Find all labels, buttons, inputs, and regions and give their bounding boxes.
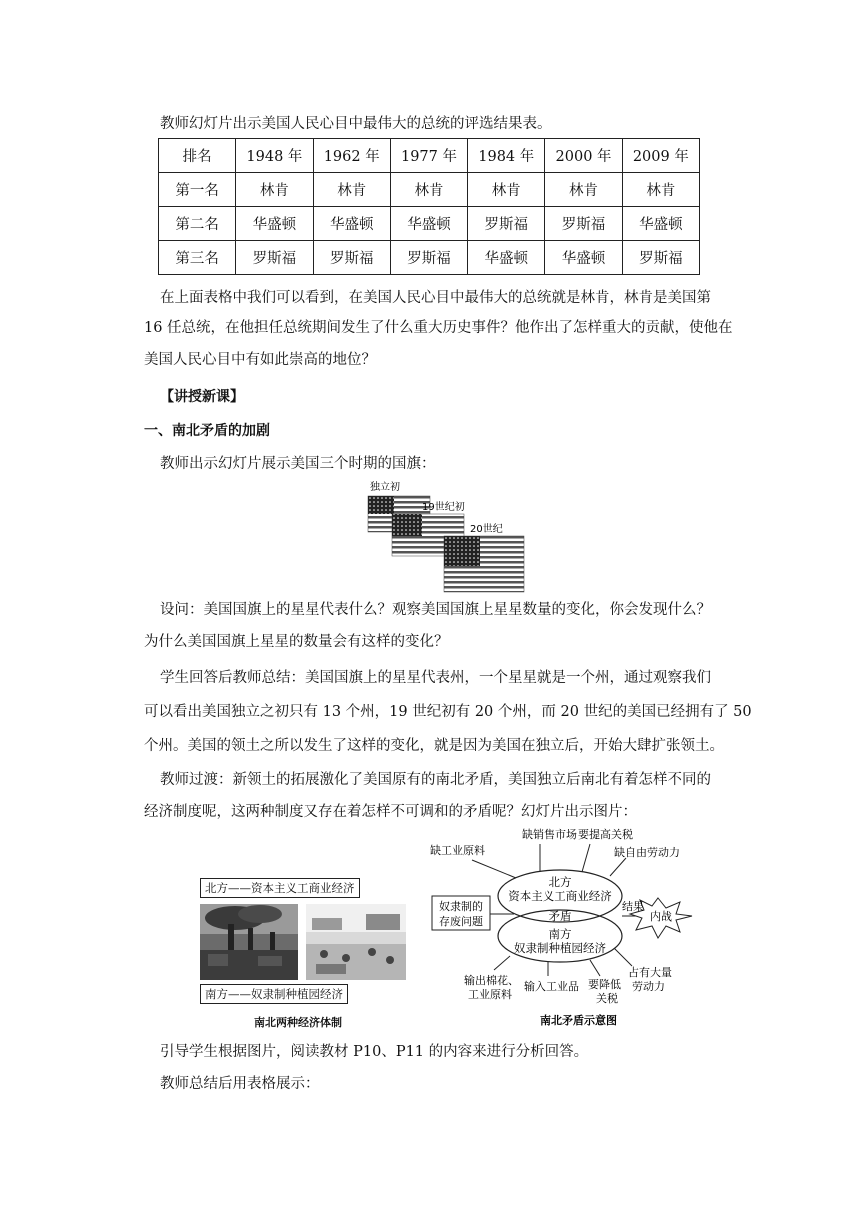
flag-label: 19世纪初	[422, 502, 465, 513]
south-need: 输入工业品	[524, 980, 579, 993]
table-header-cell: 2000 年	[545, 139, 622, 173]
south-need: 关税	[596, 992, 618, 1005]
table-cell: 林肯	[545, 173, 622, 207]
flag-label: 独立初	[370, 482, 400, 493]
economic-systems-figure	[198, 878, 410, 1028]
north-need: 缺销售市场	[522, 828, 577, 841]
intro-text: 教师幻灯片出示美国人民心目中最伟大的总统的评选结果表。	[160, 116, 552, 132]
us-flags-figure	[360, 476, 530, 596]
north-economy-label: 北方——资本主义工商业经济	[200, 878, 360, 898]
paragraph-line: 在上面表格中我们可以看到，在美国人民心目中最伟大的总统就是林肯，林肯是美国第	[160, 290, 711, 306]
table-header-cell: 1977 年	[390, 139, 467, 173]
table-row	[159, 173, 700, 207]
north-title: 北方	[548, 875, 572, 889]
flag-intro-text: 教师出示幻灯片展示美国三个时期的国旗：	[160, 456, 436, 472]
table-cell: 华盛顿	[468, 241, 545, 275]
flag-label: 20世纪	[470, 524, 503, 535]
table-row	[159, 207, 700, 241]
war-label: 内战	[650, 910, 672, 923]
table-cell: 林肯	[468, 173, 545, 207]
table-cell: 林肯	[236, 173, 313, 207]
table-cell: 罗斯福	[313, 241, 390, 275]
result-label: 结果	[622, 900, 644, 913]
conflict-label: 矛盾	[548, 909, 572, 923]
figure-caption: 南北两种经济体制	[254, 1016, 342, 1029]
paragraph-line: 设问：美国国旗上的星星代表什么？观察美国国旗上星星数量的变化，你会发现什么？	[160, 602, 711, 618]
table-row	[159, 241, 700, 275]
south-need: 工业原料	[468, 988, 512, 1001]
north-need: 要提高关税	[578, 828, 633, 841]
south-need: 输出棉花、	[464, 974, 519, 987]
figure-caption: 南北矛盾示意图	[540, 1014, 617, 1027]
south-title: 南方	[548, 927, 572, 941]
north-need: 缺自由劳动力	[614, 846, 680, 859]
paragraph-line: 学生回答后教师总结：美国国旗上的星星代表州，一个星星就是一个州，通过观察我们	[160, 670, 711, 686]
section-heading: 【讲授新课】	[160, 389, 244, 405]
north-subtitle: 资本主义工商业经济	[508, 889, 612, 903]
factory-photo	[200, 904, 298, 980]
paragraph-line: 美国人民心目中有如此崇高的地位？	[144, 352, 376, 368]
table-cell: 罗斯福	[390, 241, 467, 275]
flag-20th-century	[444, 536, 524, 592]
south-economy-label: 南方——奴隶制种植园经济	[200, 984, 348, 1004]
slavery-issue-text: 奴隶制的	[439, 900, 483, 913]
guide-text: 引导学生根据图片，阅读教材 P10、P11 的内容来进行分析回答。	[160, 1044, 589, 1060]
north-need: 缺工业原料	[430, 844, 485, 857]
table-cell: 华盛顿	[313, 207, 390, 241]
table-header-cell: 1962 年	[313, 139, 390, 173]
paragraph-line: 16 任总统，在他担任总统期间发生了什么重大历史事件？他作出了怎样重大的贡献，使他在	[144, 320, 733, 336]
table-cell: 华盛顿	[236, 207, 313, 241]
table-cell: 林肯	[622, 173, 699, 207]
table-cell: 华盛顿	[545, 241, 622, 275]
paragraph-line: 个州。美国的领土之所以发生了这样的变化，就是因为美国在独立后，开始大肆扩张领土。	[144, 738, 724, 754]
table-header-cell: 1948 年	[236, 139, 313, 173]
paragraph-line: 可以看出美国独立之初只有 13 个州，19 世纪初有 20 个州，而 20 世纪的美国已经拥有了 50	[144, 704, 752, 720]
table-cell: 华盛顿	[390, 207, 467, 241]
south-need: 占有大量	[628, 966, 672, 979]
paragraph-line: 经济制度呢，这两种制度又存在着怎样不可调和的矛盾呢？幻灯片出示图片：	[144, 804, 637, 820]
closing-text: 教师总结后用表格展示：	[160, 1076, 320, 1092]
president-ranking-table	[158, 138, 700, 275]
table-header-cell: 1984 年	[468, 139, 545, 173]
paragraph-line: 教师过渡：新领土的拓展激化了美国原有的南北矛盾，美国独立后南北有着怎样不同的	[160, 772, 711, 788]
table-cell: 华盛顿	[622, 207, 699, 241]
table-cell: 罗斯福	[236, 241, 313, 275]
subheading: 一、南北矛盾的加剧	[144, 423, 270, 439]
table-header-row	[159, 139, 700, 173]
table-header-cell: 排名	[159, 139, 236, 173]
table-cell: 罗斯福	[622, 241, 699, 275]
table-cell: 第一名	[159, 173, 236, 207]
table-cell: 罗斯福	[468, 207, 545, 241]
table-cell: 林肯	[313, 173, 390, 207]
plantation-photo	[306, 904, 406, 980]
table-cell: 林肯	[390, 173, 467, 207]
table-cell: 第二名	[159, 207, 236, 241]
south-need: 要降低	[588, 978, 621, 991]
south-need: 劳动力	[632, 980, 665, 993]
conflict-diagram	[430, 828, 720, 1028]
table-cell: 罗斯福	[545, 207, 622, 241]
slavery-issue-text: 存废问题	[439, 915, 483, 928]
table-cell: 第三名	[159, 241, 236, 275]
paragraph-line: 为什么美国国旗上星星的数量会有这样的变化？	[144, 634, 449, 650]
table-header-cell: 2009 年	[622, 139, 699, 173]
south-subtitle: 奴隶制种植园经济	[514, 941, 606, 955]
